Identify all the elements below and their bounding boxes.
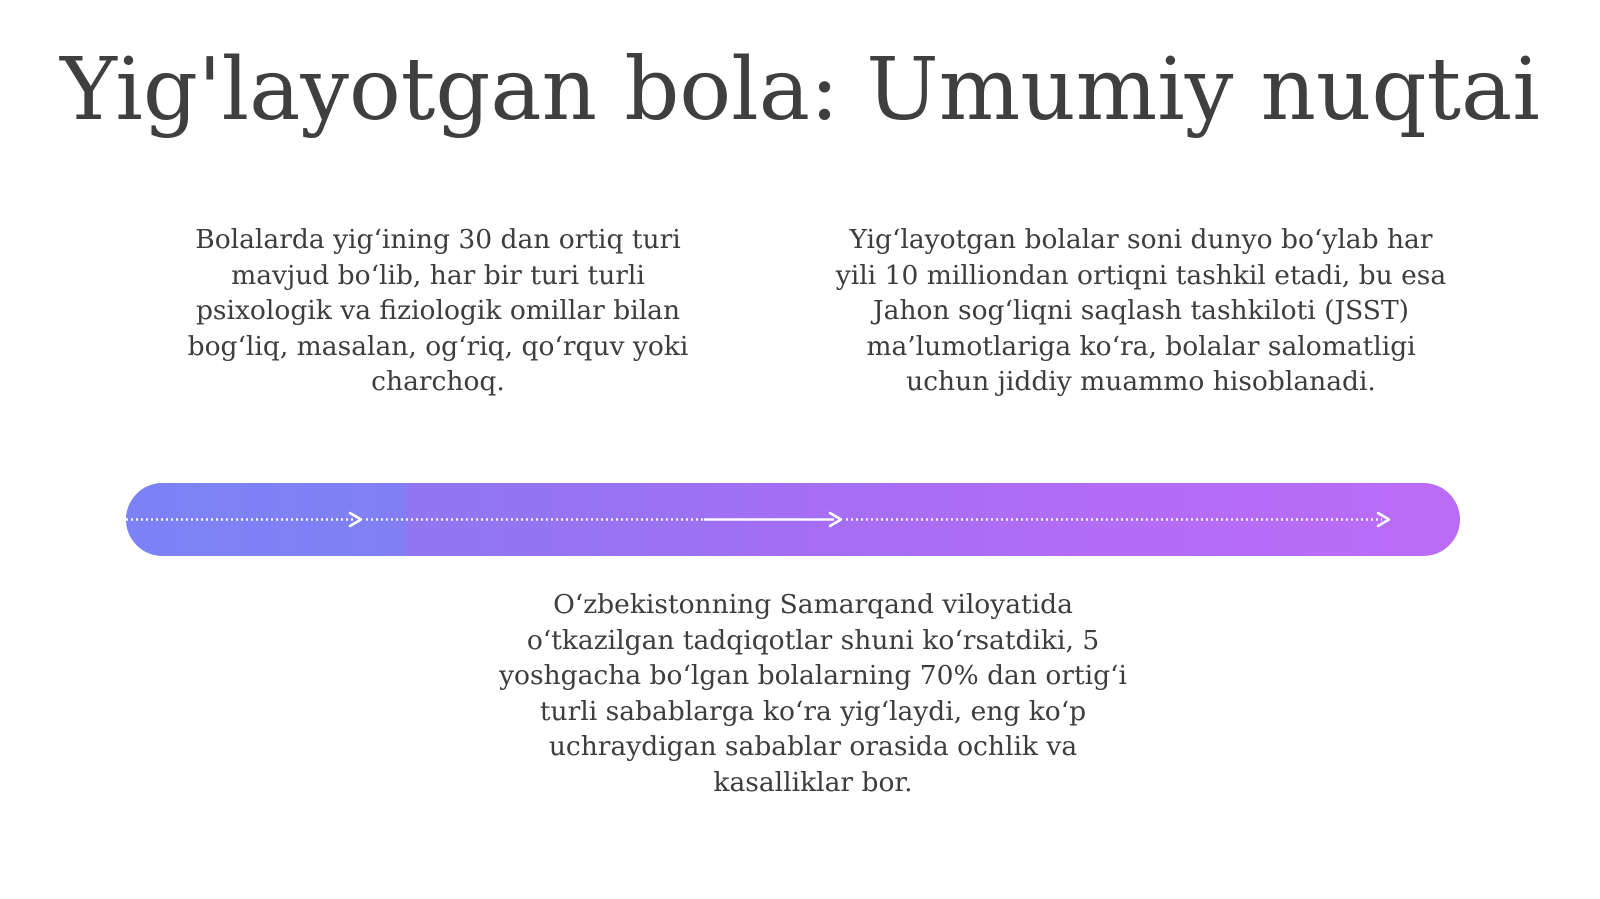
slide-title: Yig'layotgan bola: Umumiy nuqtai [60, 40, 1540, 140]
arrow-right-icon [1378, 513, 1389, 526]
paragraph-left: Bolalarda yig‘ining 30 dan ortiq turi mavjud bo‘lib, har bir turi turli psixologik va fiziologik omillar bilan bog‘liq, masalan, og‘riq, qo‘rquv yoki charchoq. [187, 224, 689, 397]
paragraph-right: Yig‘layotgan bolalar soni dunyo bo‘ylab har yili 10 milliondan ortiqni tashkil etadi, bu esa Jahon sog‘liqni saqlash tashkiloti (JSST) ma’lumotlariga ko‘ra, bolalar salomatligi uchun jiddiy muammo hisoblanadi. [835, 224, 1447, 397]
paragraph-bottom: O‘zbekistonning Samarqand viloyatida o‘tkazilgan tadqiqotlar shuni ko‘rsatdiki, 5 yoshgacha bo‘lgan bolalarning 70% dan ortig‘i turli sabablarga ko‘ra yig‘laydi, eng ko‘p uchraydigan sabablar orasida ochlik va kasalliklar bor. [499, 589, 1127, 798]
timeline-arrows [126, 483, 1460, 556]
timeline-bar [126, 483, 1460, 556]
